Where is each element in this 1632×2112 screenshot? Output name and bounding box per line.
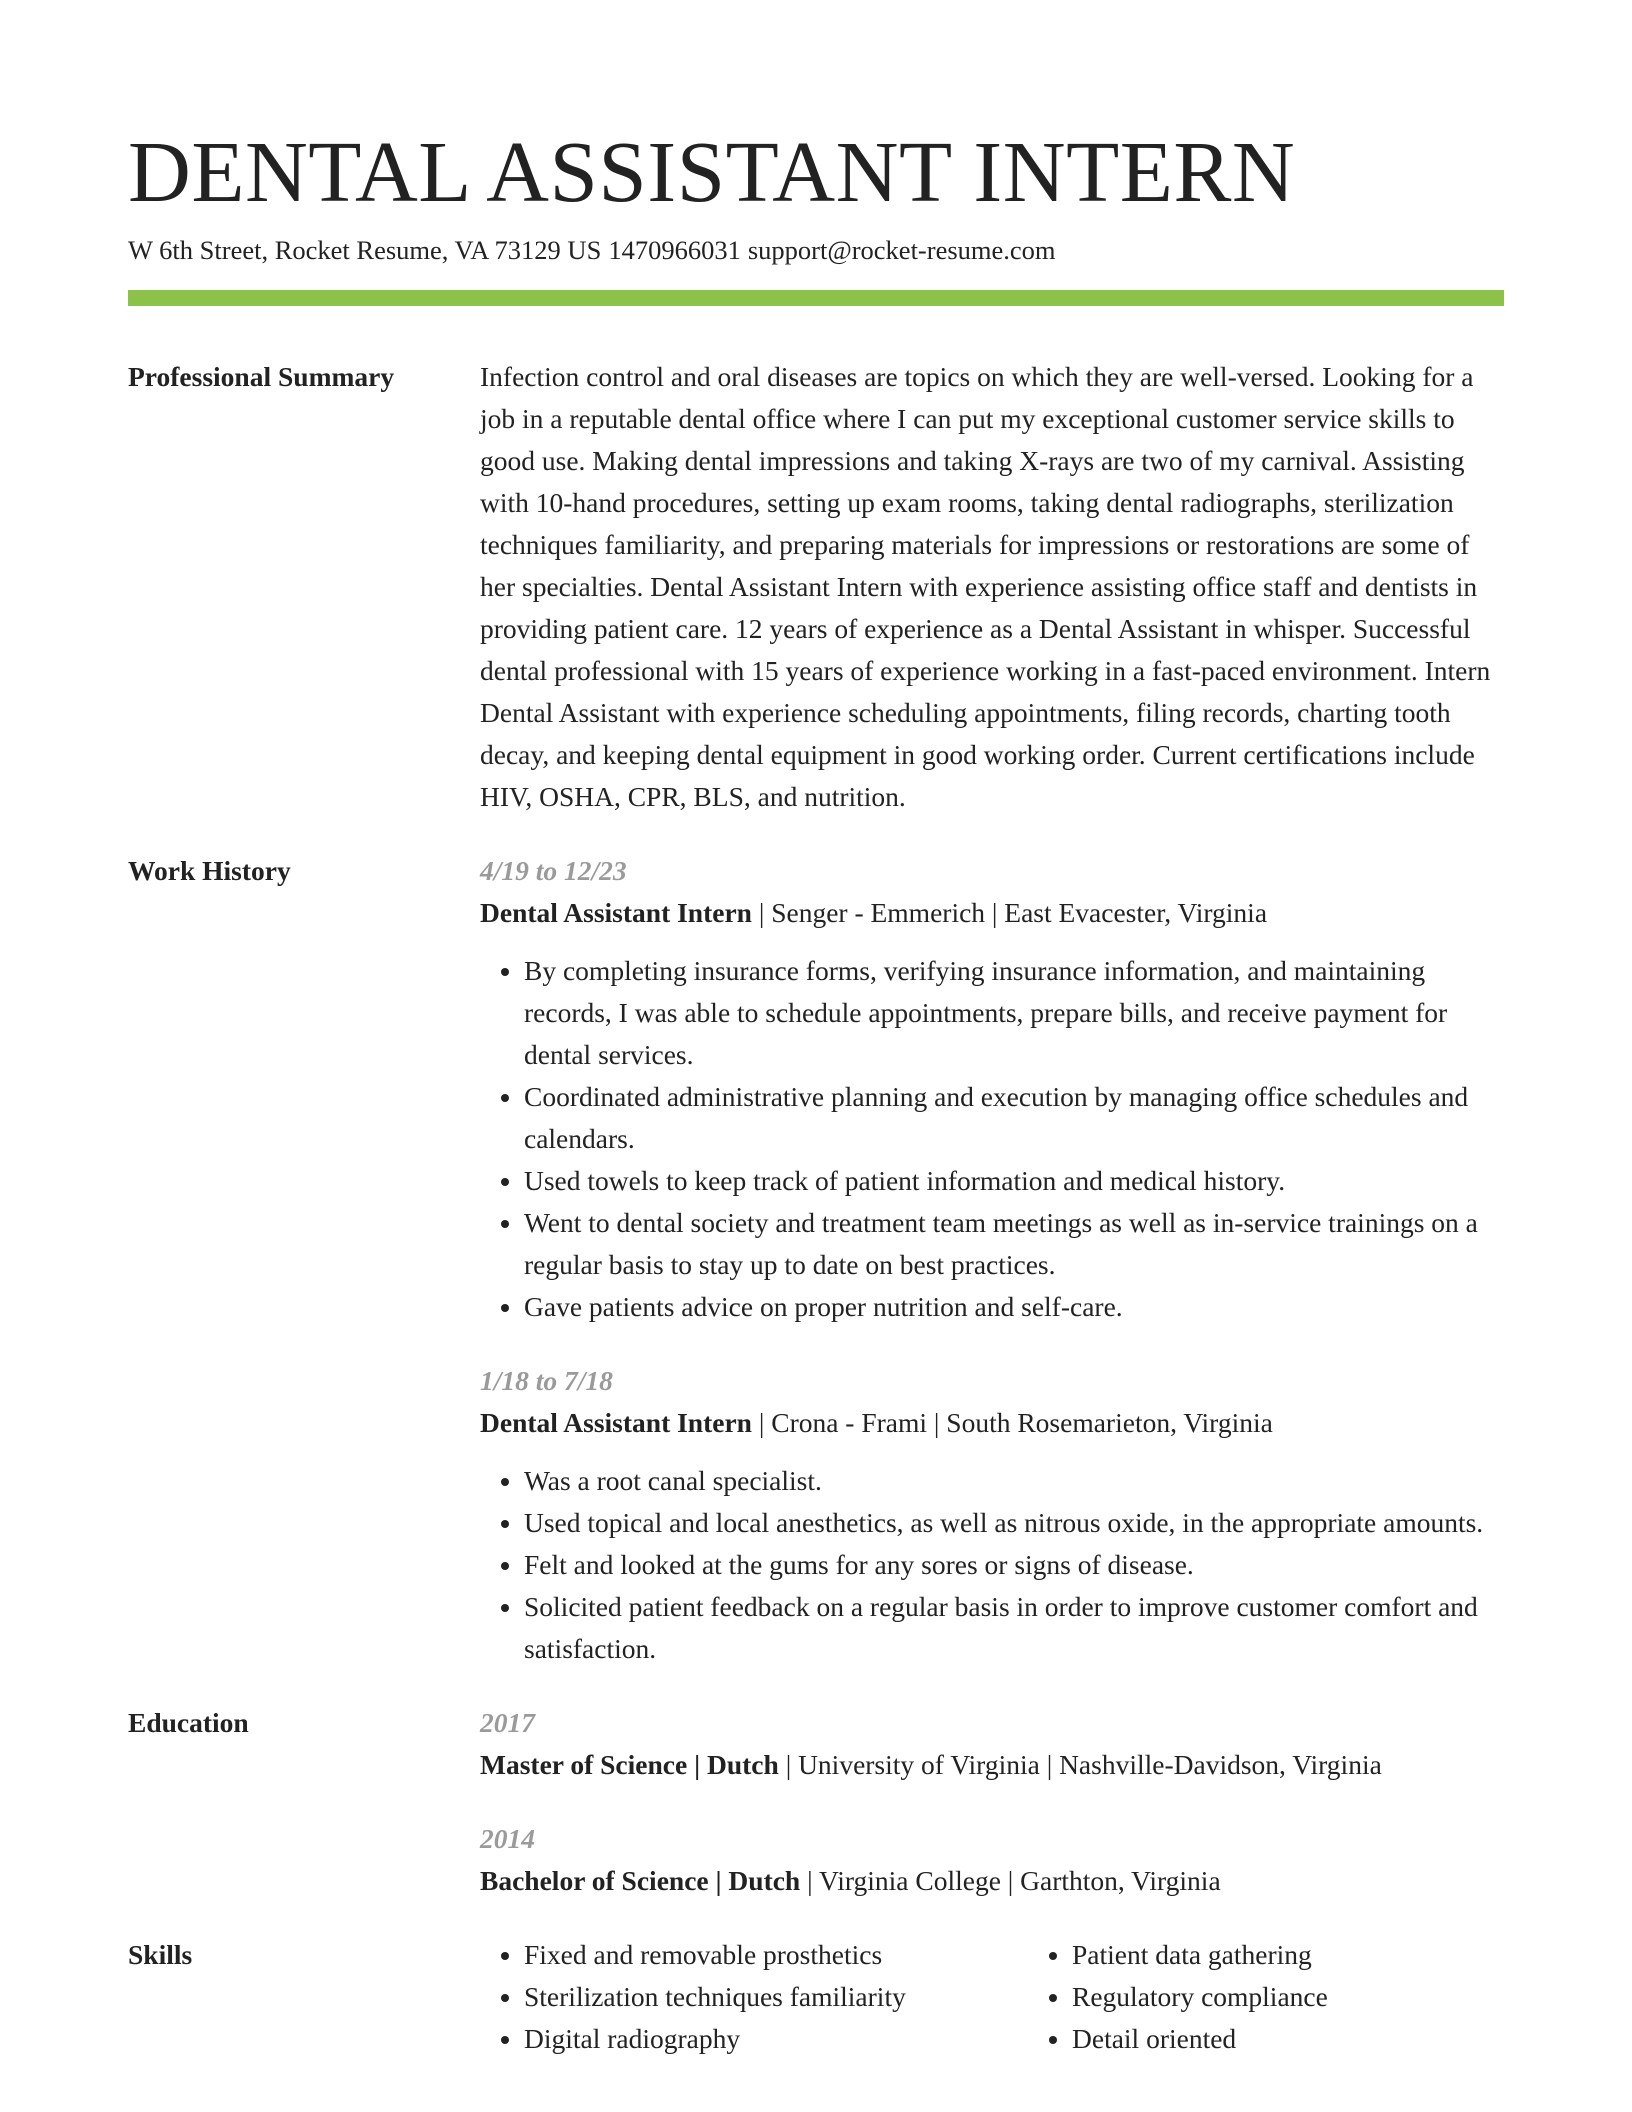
job-bullets [480, 1460, 1504, 1670]
summary-text: Infection control and oral diseases are topics on which they are well-versed. Looking for a job in a reputable dental office where I can put my exceptional customer service skills to good use. Making dental impressions and taking X-rays are two of my carnival. Assisting with 10-hand procedures, setting up exam rooms, taking dental radiographs, sterilization techniques familiarity, and preparing materials for impressions or restorations are some of her specialties. Dental Assistant Intern with experience assisting office staff and dentists in providing patient care. 12 years of experience as a Dental Assistant in whisper. Successful dental professional with 15 years of experience working in a fast-paced environment. Intern Dental Assistant with experience scheduling appointments, filing records, charting tooth decay, and keeping dental equipment in good working order. Current certifications include HIV, OSHA, CPR, BLS, and nutrition. [480, 361, 1491, 812]
education-details: | Virginia College | Garthton, Virginia [800, 1865, 1221, 1896]
job-bullet: • Was a root canal specialist. [524, 1460, 1504, 1502]
header-divider [128, 290, 1504, 306]
skill-item: • Regulatory compliance [1072, 1976, 1592, 2018]
degree: Bachelor of Science | Dutch [480, 1865, 801, 1896]
education-body [480, 1702, 1504, 1902]
degree: Master of Science | Dutch [480, 1749, 779, 1780]
education-heading-line [480, 1860, 1504, 1902]
education-heading-line [480, 1744, 1504, 1786]
job-heading [480, 892, 1504, 934]
job-bullet: • Used towels to keep track of patient information and medical history. [524, 1160, 1504, 1202]
job-bullet: • Gave patients advice on proper nutrition and self-care. [524, 1286, 1504, 1328]
job-bullets [480, 950, 1504, 1328]
job-details: | Crona - Frami | South Rosemarieton, Virginia [751, 1407, 1273, 1438]
job-bullet: • Felt and looked at the gums for any sores or signs of disease. [524, 1544, 1504, 1586]
education-heading: Education [128, 1707, 249, 1738]
resume-page [128, 0, 1504, 2060]
education-year: 2014 [480, 1823, 535, 1854]
job-dates: 4/19 to 12/23 [480, 855, 627, 886]
skills-heading: Skills [128, 1939, 193, 1970]
education-year: 2017 [480, 1707, 535, 1738]
contact-line [128, 234, 1504, 266]
address: W 6th Street, Rocket Resume, VA 73129 US [128, 235, 602, 265]
summary-section [128, 356, 1504, 818]
job-bullet: • Went to dental society and treatment team meetings as well as in-service trainings on a regular basis to stay up to date on best practices. [524, 1202, 1504, 1286]
skills-section [128, 1934, 1504, 2060]
job-title: Dental Assistant Intern [480, 897, 752, 928]
candidate-name: DENTAL ASSISTANT INTERN [128, 123, 1296, 220]
job-details: | Senger - Emmerich | East Evacester, Virginia [751, 897, 1268, 928]
skill-item: • Patient data gathering [1072, 1934, 1592, 1976]
job-bullet: • Used topical and local anesthetics, as well as nitrous oxide, in the appropriate amounts. [524, 1502, 1504, 1544]
skill-item: • Digital radiography [524, 2018, 1028, 2060]
job-heading [480, 1402, 1504, 1444]
work-history-heading: Work History [128, 855, 291, 886]
skills-list-left [480, 1934, 1028, 2060]
skill-item: • Detail oriented [1072, 2018, 1592, 2060]
skills-list-right [1028, 1934, 1592, 2060]
skill-item: • Sterilization techniques familiarity [524, 1976, 1028, 2018]
work-history-body [480, 850, 1504, 1670]
education-entry [480, 1818, 1504, 1902]
job-bullet: • Coordinated administrative planning and execution by managing office schedules and calendars. [524, 1076, 1504, 1160]
job-entry [480, 850, 1504, 1328]
education-section [128, 1702, 1504, 1902]
summary-heading: Professional Summary [128, 361, 395, 392]
education-details: | University of Virginia | Nashville-Davidson, Virginia [778, 1749, 1382, 1780]
skills-body [480, 1934, 1592, 2060]
email: support@rocket-resume.com [747, 235, 1056, 265]
skills-columns [480, 1934, 1592, 2060]
job-title: Dental Assistant Intern [480, 1407, 752, 1438]
job-dates: 1/18 to 7/18 [480, 1365, 613, 1396]
skill-item: • Fixed and removable prosthetics [524, 1934, 1028, 1976]
work-history-section [128, 850, 1504, 1670]
education-entry [480, 1702, 1504, 1786]
summary-body [480, 356, 1504, 818]
job-entry [480, 1360, 1504, 1670]
job-bullet: • By completing insurance forms, verifying insurance information, and maintaining records, I was able to schedule appointments, prepare bills, and receive payment for dental services. [524, 950, 1504, 1076]
job-bullet: • Solicited patient feedback on a regular basis in order to improve customer comfort and satisfaction. [524, 1586, 1504, 1670]
phone: 1470966031 [608, 235, 741, 265]
